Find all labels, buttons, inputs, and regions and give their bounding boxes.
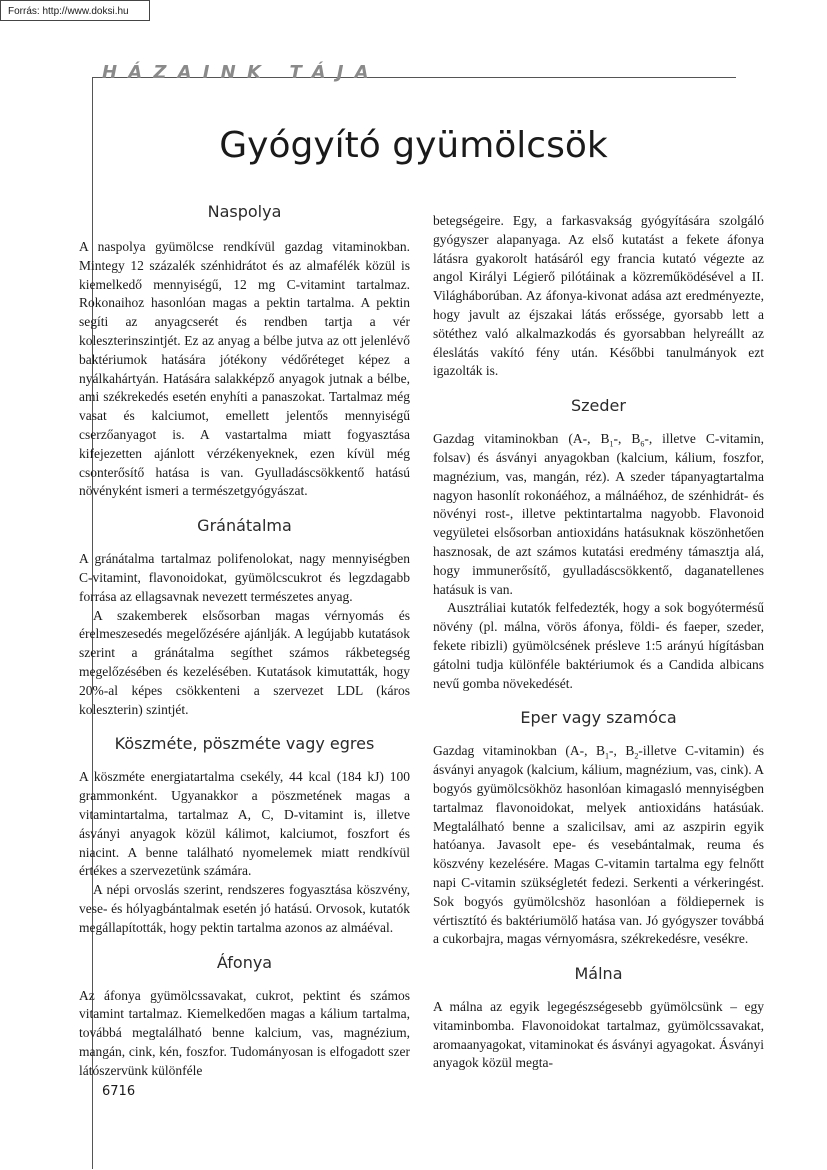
subscript: 2 — [634, 752, 639, 762]
section-label: HÁZAINK TÁJA — [102, 62, 380, 83]
text-run: -, B — [613, 431, 641, 447]
heading-eper: Eper vagy szamóca — [520, 708, 677, 728]
heading-afonya: Áfonya — [216, 952, 273, 972]
paragraph: A szakemberek elsősorban magas vérnyomás és érelmeszesedés megelőzésére ajánlják. A legújabb kutatások szerint a gránátalma segíthet számos rákbetegség megelőzésében és kezelésében. Kutatások kimutatták, hogy 20%-al képes csökkenteni a szervezet LDL (káros koleszterin) szintjét. — [79, 607, 410, 717]
subscript: 6 — [640, 439, 645, 449]
paragraph: A köszméte energiatartalma csekély, 44 kcal (184 kJ) 100 grammonként. Ugyanakkor a pöszmetének magas a vitamintartalma, tartalmaz A, C, D-vitamint is, illetve ásványi anyagok közül kálimot, kalciumot, foszfort és niacint. A benne található nyomelemek miatt rendkívül értékes a szervezetünk számára. — [79, 769, 410, 879]
heading-naspolya: Naspolya — [207, 202, 282, 221]
paragraph: A gránátalma tartalmaz polifenolokat, nagy mennyiségben C-vitamint, flavonoidokat, gyümölcscukrot és legzdagabb forrása az ellagsavnak nevezett természetes anyag. — [79, 551, 410, 604]
paragraph: A népi orvoslás szerint, rendszeres fogyasztása köszvény, vese- és hólyagbántalmak esetén jó hatású. Orvosok, kutatók megállapították, hogy pektin tartalma azonos az almáéval. — [79, 882, 410, 935]
paragraph: betegségeire. Egy, a farkasvakság gyógyítására szolgáló gyógyszer alapanyaga. Az első kutatást a fekete áfonya látásra gyakorolt hatásáról egy francia kutató végezte az angol Királyi Légierő pilótáinak a közreműködésével a II. Világháborúban. Az áfonya-kivonat adása azt eredményezte, hogy javult az éjszakai látás erőssége, gyorsabb lett a sötéthez való alkalmazkodás és gyorsabban helyreállt az éleslátás vakító fény után. Későbbi tanulmányok ezt igazolták is. — [433, 213, 764, 379]
subscript: 1 — [605, 752, 609, 762]
paragraph — [433, 430, 764, 599]
paragraph — [433, 742, 764, 949]
heading-malna: Málna — [574, 964, 623, 984]
heading-koszmete: Köszméte, pöszméte vagy egres — [114, 734, 375, 754]
paragraph: A málna az egyik legegészségesebb gyümölcsünk – egy vitaminbomba. Flavonoidokat tartalmaz, gyümölcssavakat, aromaanyagokat, vitaminokat és ásványi agyagokat. Ásványi anyagok közül megta- — [433, 999, 764, 1071]
text-run: -illetve C-vitamin) és ásványi anyagok (kalcium, kálium, magnézium, vas, cink). A bogyós gyümölcsökhöz hasonlóan kimagasló mennyiségben tartalmaz flavonoidokat, melyek antioxidáns hatásúak. Megtalálható benne a szalicilsav, ami az aszpirin egyik hatóanya. Javasolt epe- és vesebántalmak, reuma és köszvény kezelésére. Magas C-vitamin tartalma egy felnőtt napi C-vitamin szükségletét fedezi. Serkenti a vérkeringést. Sok bogyós gyümölcshöz hasonlóan a földiepernek is vértisztító és baktériumölő hatása van. Jó gyógyszer továbbá a cukorbajra, magas vérnyomásra, székrekedésre, vesékre. — [433, 743, 764, 947]
heading-granatalma: Gránátalma — [197, 516, 292, 536]
article-title: Gyógyító gyümölcsök — [219, 125, 608, 166]
text-run: -, B — [609, 743, 635, 759]
left-column — [79, 202, 410, 1080]
source-label: Forrás: http://www.doksi.hu — [0, 0, 150, 21]
text-run: Gazdag vitaminokban (A-, B — [433, 743, 605, 759]
right-column — [433, 212, 764, 1073]
paragraph: Ausztráliai kutatók felfedezték, hogy a sok bogyótermésű növény (pl. málna, vörös áfonya, földi- és faeper, szeder, fekete ribizli) gyümölcsének présleve 1:5 arányú hígításban gátolni tudja különféle baktériumok és a Candida albicans nevű gomba növekedését. — [433, 600, 764, 691]
text-run: -, illetve C-vitamin, folsav) és ásványi anyagokban (kalcium, kálium, foszfor, magnézium, vas, mangán, réz). A szeder tápanyagtartalma nagyon hasonlít rokonáéhoz, a málnáéhoz, de szénhidrát- és növényi rost-, illetve pektintartalma nagyobb. Flavonoid vegyületei elsősorban antioxidáns hatásuknak köszönhetően hasznosak, de azt számos kutatási eredmény támasztja alá, hogy immunerősítő, gyulladáscsökkentő, daganatellenes hatásuk is van. — [433, 431, 764, 597]
page-number: 6716 — [102, 1084, 136, 1099]
paragraph: Az áfonya gyümölcssavakat, cukrot, pektint és számos vitamint tartalmaz. Kiemelkedően magas a kálium tartalma, továbbá megtalálható benne kalcium, vas, magnézium, mangán, cink, kén, foszfor. Tudományosan is elfogadott szer látószervünk különféle — [79, 987, 410, 1078]
paragraph: A naspolya gyümölcse rendkívül gazdag vitaminokban. Mintegy 12 százalék szénhidrátot és az almafélék közül is kiemelkedő mennyiségű, 12 mg C-vitamint tartalmaz. Rokonaihoz hasonlóan magas a pektin tartalma. A pektin segíti az anyagcserét és rendben tartja a vér koleszterinszintjét. Ez az anyag a bélbe jutva az ott jelenlévő baktériumok hatására jótékony védőréteget képez a nyálkahártyán. Hatására salakképző anyagok jutnak a bélbe, ami székrekedés esetén enyhíti a panaszokat. Tartalmaz még vasat és kalciumot, emellett jelentős mennyiségű cserzőanyagot is. A vastartalma miatt fogyasztása kifejezetten ajánlott vérzékenyeknek, ezen kívül még csonterősítő hatása is van. Gyulladáscsökkentő hatású növényként ismeri a természetgyógyászat. — [79, 239, 410, 499]
heading-szeder: Szeder — [571, 396, 626, 416]
text-run: Gazdag vitaminokban (A-, B — [433, 431, 610, 447]
subscript: 1 — [609, 439, 614, 449]
